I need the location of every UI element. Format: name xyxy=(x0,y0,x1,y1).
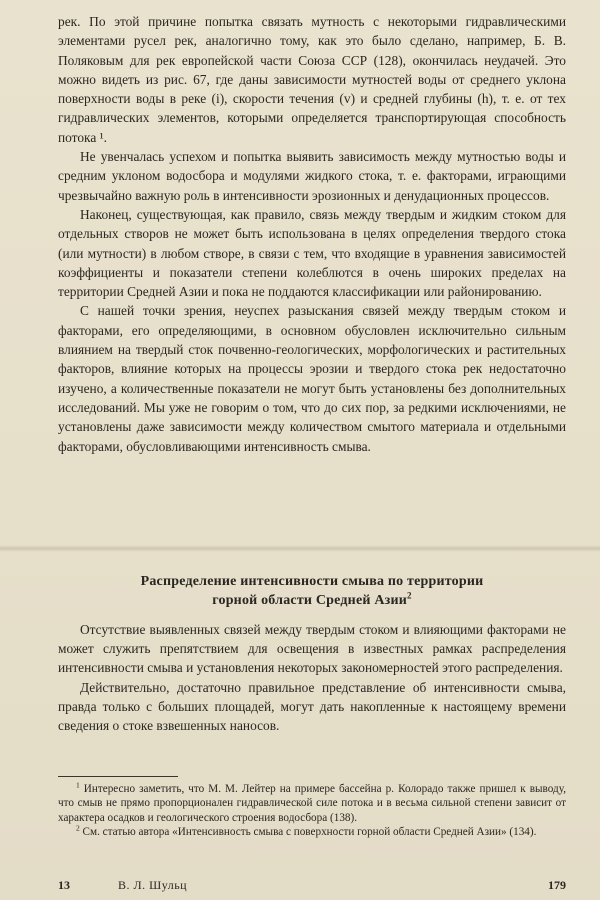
section-text xyxy=(58,620,566,735)
paragraph-2: Не увенчалась успехом и попытка выявить зависимость между мутностью воды и средним уклоном водосбора и модулями жидкого стока, т. е. факторами, играющими чрезвычайно важную роль в интенсивности эрозионных и денудационных процессов. xyxy=(58,149,566,203)
paragraph-3: Наконец, существующая, как правило, связь между твердым и жидким стоком для отдельных створов не может быть использована в целях определения твердого стока (или мутности) в любом створе, в связи с тем, что входящие в уравнения зависимостей коэффициенты и показатели степени колеблются в очень широких пределах на территории Средней Азии и пока не поддаются классификации или районированию. xyxy=(58,206,566,300)
footnote-2 xyxy=(58,825,566,839)
section-heading-line-2 xyxy=(58,591,566,610)
page-fold-shadow xyxy=(0,545,600,552)
footnote-separator xyxy=(58,776,178,777)
page-number: 179 xyxy=(548,878,566,892)
paragraph-1: рек. По этой причине попытка связать мутность с некоторыми гидравлическими элементами русел рек, аналогично тому, как это было сделано, например, Б. В. Поляковым для рек европейской части Союза ССР (128), окончилась неудачей. Это можно видеть из рис. 67, где даны зависимости мутностей воды от среднего уклона поверхности воды в реке (i), скорости течения (v) и средней глубины (h), т. е. от тех гидравлических элементов, которыми определяется транспортирующая способность потока ¹. xyxy=(58,14,566,145)
footnotes xyxy=(58,782,566,840)
footnote-2-mark: 2 xyxy=(76,823,80,833)
paragraph-4: С нашей точки зрения, неуспех разыскания связей между твердым стоком и факторами, его определяющими, в основном обусловлен исключительно сильным влиянием на твердый сток почвенно-геологических, морфологических и растительных факторов, влияние которых на процессы эрозии и твердого стока рек недостаточно изучено, а количественные показатели не могут быть установлены без дополнительных исследований. Мы уже не говорим о том, что до сих пор, за редкими исключениями, не установлены даже зависимости между количеством смытого материала и отдельными факторами, обусловливающими интенсивность смыва. xyxy=(58,303,566,454)
section-heading-footnote-mark: 2 xyxy=(407,590,412,601)
footnote-1 xyxy=(58,782,566,825)
running-author: В. Л. Шульц xyxy=(118,878,188,892)
section-paragraph-1: Отсутствие выявленных связей между твердым стоком и влияющими факторами не может служить препятствием для освещения в известных рамках распределения интенсивности смыва и установления некоторых закономерностей этого распределения. xyxy=(58,622,566,676)
main-text xyxy=(58,12,566,456)
signature-mark: 13 xyxy=(58,878,70,892)
section-paragraph-2: Действительно, достаточно правильное представление об интенсивности смыва, правда только с больших площадей, могут дать накопленные к настоящему времени сведения о стоке взвешенных наносов. xyxy=(58,679,566,734)
section-heading xyxy=(58,572,566,610)
section-heading-text: горной области Средней Азии xyxy=(212,593,407,608)
footnote-1-mark: 1 xyxy=(76,780,80,790)
section-heading-line-1: Распределение интенсивности смыва по территории xyxy=(140,574,484,589)
footnote-1-text: Интересно заметить, что М. М. Лейтер на примере бассейна р. Колорадо также пришел к выводу, что смыв не прямо пропорционален гидравлической силе потока и в весьма сильной степени зависит от характера осадков и геологического строения водосбора (138). xyxy=(58,783,566,824)
footnote-2-text: См. статью автора «Интенсивность смыва с поверхности горной области Средней Азии» (134). xyxy=(82,826,537,839)
